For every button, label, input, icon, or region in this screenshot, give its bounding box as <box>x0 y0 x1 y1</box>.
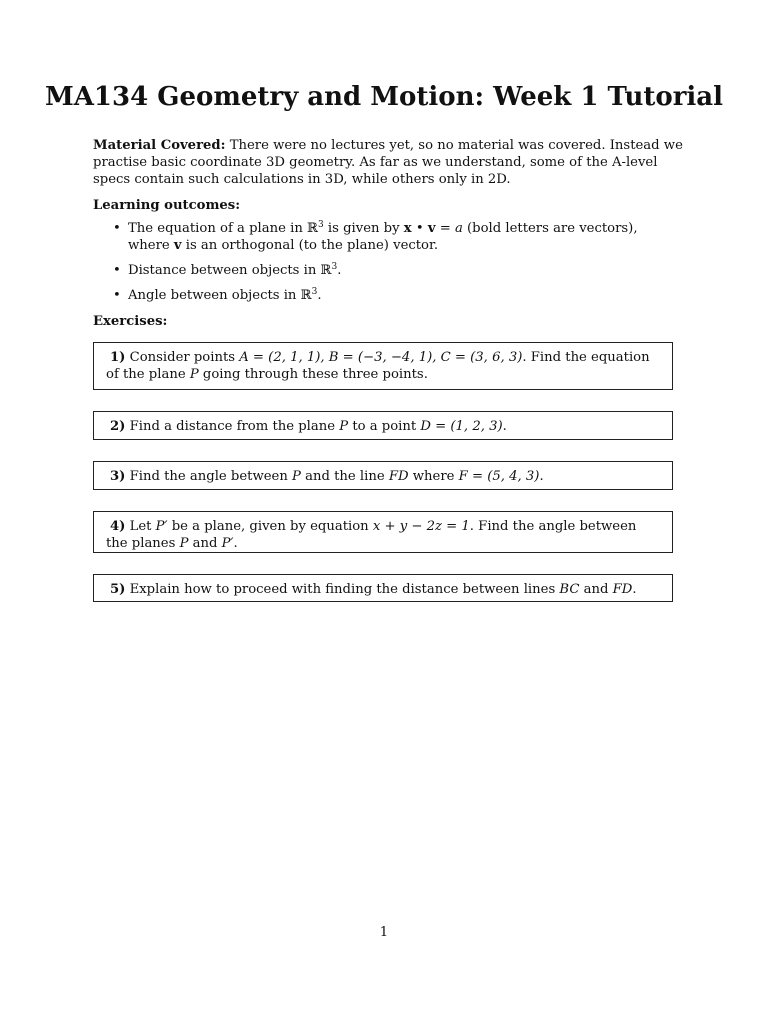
material-covered-paragraph <box>93 137 683 188</box>
math-expression: FD <box>388 469 409 484</box>
page-title: MA134 Geometry and Motion: Week 1 Tutorial <box>44 82 724 112</box>
exercise-box-1: 1) Consider points A = (2, 1, 1), B = (−3, −4, 1), C = (3, 6, 3). Find the equation of the plane P going through these three points. <box>93 342 673 390</box>
page-number: 1 <box>379 925 389 940</box>
bullet-icon: • <box>113 288 121 303</box>
math-expression: P <box>189 367 199 382</box>
math-expression: P <box>179 536 189 551</box>
material-covered-text: There were no lectures yet, so no material was covered. Instead we practise basic coordinate 3D geometry. As far as we understand, some of the A-level specs contain such calculations in 3D, while others only in 2D. <box>93 138 683 187</box>
math-expression: FD <box>612 582 633 597</box>
math-expression: A = (2, 1, 1), B = (−3, −4, 1), C = (3, 6, 3) <box>239 350 523 365</box>
math-expression: P <box>339 419 349 434</box>
exercises-heading: Exercises: <box>93 314 168 329</box>
material-covered-label: Material Covered: <box>93 138 226 153</box>
math-expression: x + y − 2z = 1 <box>372 519 470 534</box>
math-expression: P′ <box>221 536 234 551</box>
exercise-box-2: 2) Find a distance from the plane P to a point D = (1, 2, 3). <box>93 411 673 440</box>
list-item: • Distance between objects in ℝ$^3$. <box>113 262 342 278</box>
exercise-box-5: 5) Explain how to proceed with finding the distance between lines BC and FD. <box>93 574 673 602</box>
bullet-icon: • <box>113 221 121 236</box>
list-item: • Angle between objects in ℝ$^3$. <box>113 287 322 303</box>
math-expression: P <box>292 469 301 484</box>
real-space-symbol: ℝ <box>300 288 312 303</box>
bullet-icon: • <box>113 263 121 278</box>
exercise-number: 5) <box>110 582 126 597</box>
exercise-box-3: 3) Find the angle between P and the line FD where F = (5, 4, 3). <box>93 461 673 490</box>
list-item: • The equation of a plane in ℝ$^3$ is given by x • v = a (bold letters are vectors), where v is an orthogonal (to the plane) vector. <box>113 220 638 253</box>
real-space-symbol: ℝ <box>320 263 332 278</box>
exercise-number: 4) <box>110 519 126 534</box>
exercise-number: 2) <box>110 419 126 434</box>
math-expression: F = (5, 4, 3) <box>458 469 540 484</box>
exercise-box-4: 4) Let P′ be a plane, given by equation x + y − 2z = 1. Find the angle between the planes P and P′. <box>93 511 673 553</box>
real-space-symbol: ℝ <box>307 221 318 236</box>
learning-outcomes-heading: Learning outcomes: <box>93 198 241 213</box>
math-expression: P′ <box>155 519 168 534</box>
exercise-number: 3) <box>110 469 126 484</box>
exercise-number: 1) <box>110 350 126 365</box>
math-expression: D = (1, 2, 3) <box>420 419 503 434</box>
math-expression: BC <box>559 582 580 597</box>
